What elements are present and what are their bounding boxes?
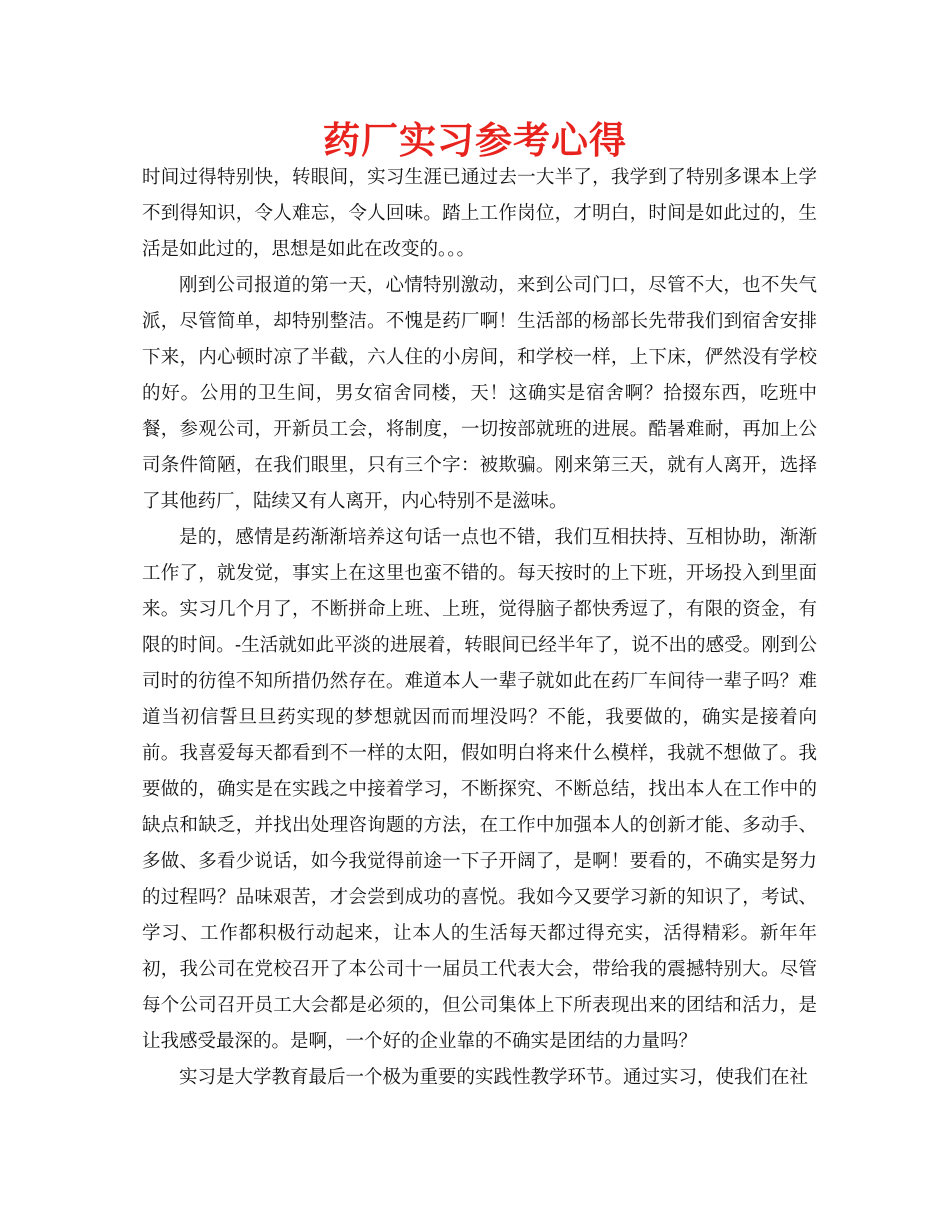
paragraph-4: 实习是大学教育最后一个极为重要的实践性教学环节。通过实习，使我们在社 [179, 1067, 809, 1088]
paragraph-1: 时间过得特别快，转眼间，实习生涯已通过去一大半了，我学到了特别多课本上学不到得知识，令人难忘，令人回味。踏上工作岗位，才明白，时间是如此过的，生活是如此过的，思想是如此在改变的。。。 [142, 167, 817, 260]
page-title: 药厂实习参考心得 [323, 119, 627, 162]
document-body [142, 160, 817, 1096]
paragraph-2: 刚到公司报道的第一天，心情特别激动，来到公司门口，尽管不大，也不失气派，尽管简单，却特别整洁。不愧是药厂啊！生活部的杨部长先带我们到宿舍安排下来，内心顿时凉了半截，六人住的小房间，和学校一样，上下床，俨然没有学校的好。公用的卫生间，男女宿舍同楼，天！这确实是宿舍啊？拾掇东西，吃班中餐，参观公司，开新员工会，将制度，一切按部就班的进展。酷暑难耐，再加上公司条件简陋，在我们眼里，只有三个字：被欺骗。刚来第三天，就有人离开，选择了其他药厂，陆续又有人离开，内心特别不是滋味。 [142, 275, 817, 512]
paragraph-3: 是的，感情是药渐渐培养这句话一点也不错，我们互相扶持、互相协助，渐渐工作了，就发觉，事实上在这里也蛮不错的。每天按时的上下班，开场投入到里面来。实习几个月了，不断拼命上班、上班，觉得脑子都快秀逗了，有限的资金，有限的时间。-生活就如此平淡的进展着，转眼间已经半年了，说不出的感受。刚到公司时的彷徨不知所措仍然存在。难道本人一辈子就如此在药厂车间待一辈子吗？难道当初信誓旦旦药实现的梦想就因而而埋没吗？不能，我要做的，确实是接着向前。我喜爱每天都看到不一样的太阳，假如明白将来什么模样，我就不想做了。我要做的，确实是在实践之中接着学习，不断探究、不断总结，找出本人在工作中的缺点和缺乏，并找出处理咨询题的方法，在工作中加强本人的创新才能、多动手、多做、多看少说话，如今我觉得前途一下子开阔了，是啊！要看的，不确实是努力的过程吗？品味艰苦，才会尝到成功的喜悦。我如今又要学习新的知识了，考试、学习、工作都积极行动起来，让本人的生活每天都过得充实，活得精彩。新年年初，我公司在党校召开了本公司十一届员工代表大会，带给我的震撼特别大。尽管每个公司召开员工大会都是必须的，但公司集体上下所表现出来的团结和活力，是让我感受最深的。是啊，一个好的企业靠的不确实是团结的力量吗？ [142, 527, 817, 1052]
